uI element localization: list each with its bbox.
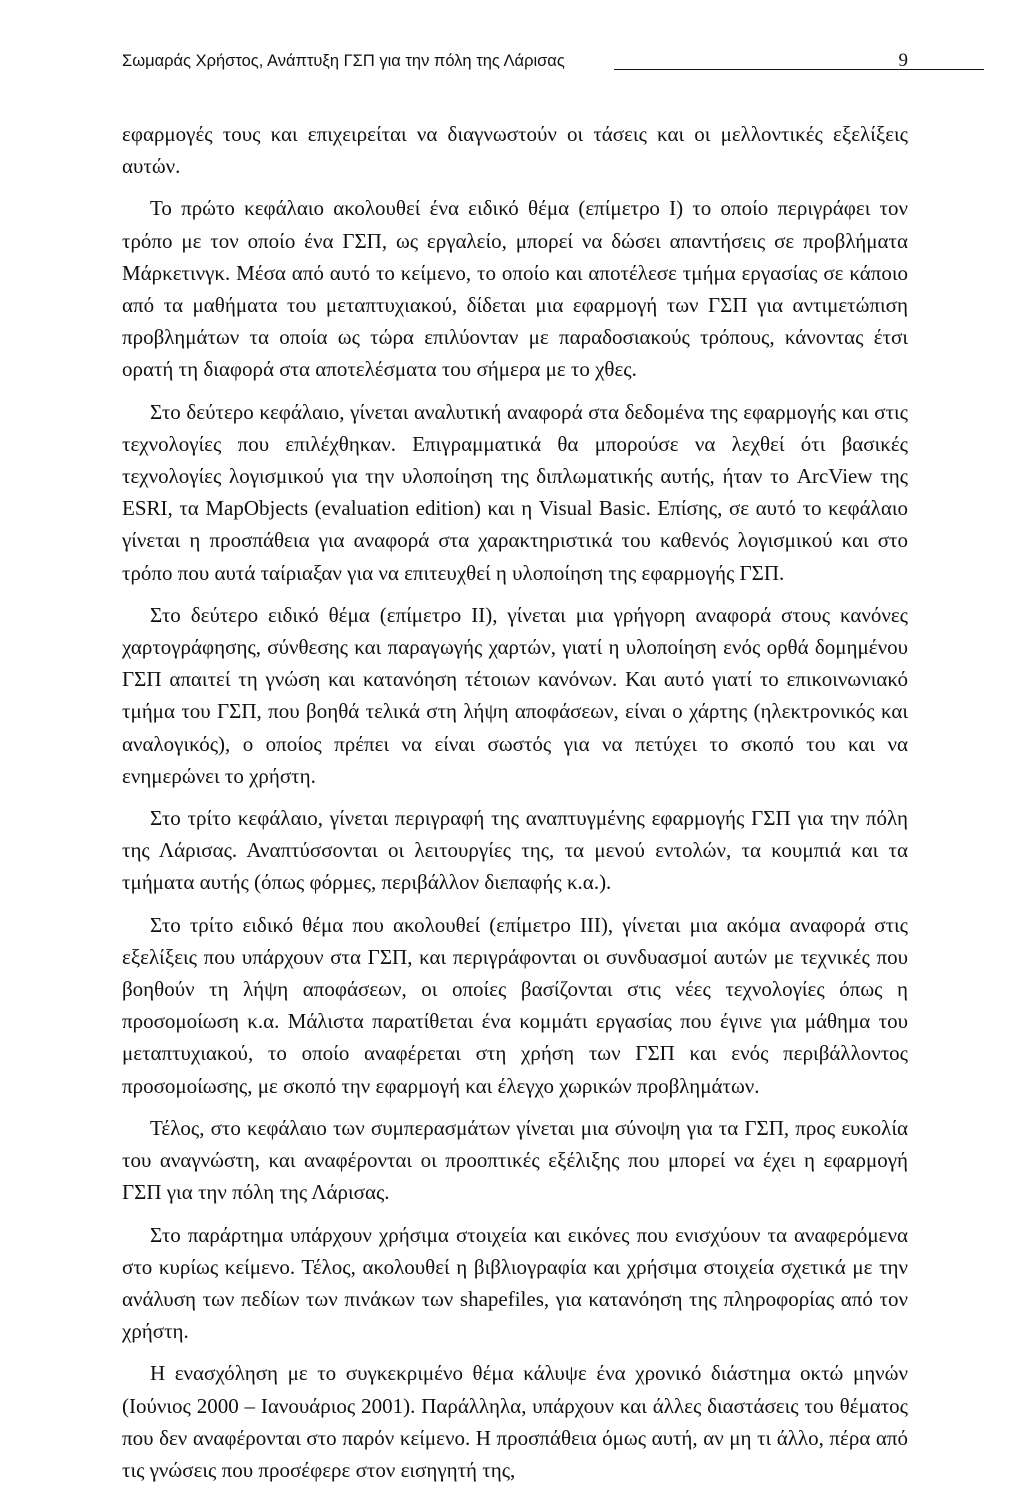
paragraph-continuation: εφαρμογές τους και επιχειρείται να διαγνωστούν οι τάσεις και οι μελλοντικές εξελίξεις αυτών. xyxy=(122,122,908,179)
paragraph-appendix-two: Στο δεύτερο ειδικό θέμα (επίμετρο ΙΙ), γίνεται μια γρήγορη αναφορά στους κανόνες χαρτογράφησης, σύνθεσης και παραγωγής χαρτών, γιατί η υλοποίηση ενός ορθά δομημένου ΓΣΠ απαιτεί τη γνώση και κατανόηση τέτοιων κανόνων. Και αυτό γιατί το επικοινωνιακό τμήμα του ΓΣΠ, που βοηθά τελικά στη λήψη αποφάσεων, είναι ο χάρτης (ηλεκτρονικός και αναλογικός), ο οποίος πρέπει να είναι σωστός για να πετύχει το σκοπό του και να ενημερώνει το χρήστη. xyxy=(122,602,908,788)
header-title: Σωμαράς Χρήστος, Ανάπτυξη ΓΣΠ για την πόλη της Λάρισας xyxy=(122,52,565,70)
paragraph-annex: Στο παράρτημα υπάρχουν χρήσιμα στοιχεία και εικόνες που ενισχύουν τα αναφερόμενα στο κυρίως κείμενο. Τέλος, ακολουθεί η βιβλιογραφία και χρήσιμα στοιχεία σχετικά με την ανάλυση των πεδίων των πινάκων των shapefiles, για κατανόηση της πληροφορίας από τον χρήστη. xyxy=(122,1222,908,1344)
paragraph-chapter-two: Στο δεύτερο κεφάλαιο, γίνεται αναλυτική αναφορά στα δεδομένα της εφαρμογής και στις τεχνολογίες που επιλέχθηκαν. Επιγραμματικά θα μπορούσε να λεχθεί ότι βασικές τεχνολογίες λογισμικού για την υλοποίηση της διπλωματικής αυτής, ήταν το ArcView της ESRI, τα MapObjects (evaluation edition) και η Visual Basic. Επίσης, σε αυτό το κεφάλαιο γίνεται η προσπάθεια για αναφορά στα χαρακτηριστικά του καθενός λογισμικού και στο τρόπο που αυτά ταίριαξαν για να επιτευχθεί η υλοποίηση της εφαρμογής ΓΣΠ. xyxy=(122,399,908,585)
running-header xyxy=(122,50,908,76)
paragraph-duration: Η ενασχόληση με το συγκεκριμένο θέμα κάλυψε ένα χρονικό διάστημα οκτώ μηνών (Ιούνιος 2000 – Ιανουάριος 2001). Παράλληλα, υπάρχουν και άλλες διαστάσεις του θέματος που δεν αναφέρονται στο παρόν κείμενο. Η προσπάθεια όμως αυτή, αν μη τι άλλο, πέρα από τις γνώσεις που προσέφερε στον εισηγητή της, xyxy=(122,1361,908,1482)
paragraph-chapter-one: Το πρώτο κεφάλαιο ακολουθεί ένα ειδικό θέμα (επίμετρο Ι) το οποίο περιγράφει τον τρόπο με τον οποίο ένα ΓΣΠ, ως εργαλείο, μπορεί να δώσει απαντήσεις σε προβλήματα Μάρκετινγκ. Μέσα από αυτό το κείμενο, το οποίο και αποτέλεσε τμήμα εργασίας σε κάποιο από τα μαθήματα του μεταπτυχιακού, δίδεται μια εφαρμογή των ΓΣΠ για αντιμετώπιση προβλημάτων τα οποία ως τώρα επιλύονταν με παραδοσιακούς τρόπους, κάνοντας έτσι ορατή τη διαφορά στα αποτελέσματα του σήμερα με το χθες. xyxy=(122,196,908,382)
paragraph-conclusions: Τέλος, στο κεφάλαιο των συμπερασμάτων γίνεται μια σύνοψη για τα ΓΣΠ, προς ευκολία του αναγνώστη, και αναφέρονται οι προοπτικές εξέλιξης που μπορεί να έχει η εφαρμογή ΓΣΠ για την πόλη της Λάρισας. xyxy=(122,1115,908,1205)
body-text xyxy=(122,118,908,1496)
page-number: 9 xyxy=(898,50,908,71)
paragraph-chapter-three: Στο τρίτο κεφάλαιο, γίνεται περιγραφή της αναπτυγμένης εφαρμογής ΓΣΠ για την πόλη της Λάρισας. Αναπτύσσονται οι λειτουργίες της, τα μενού εντολών, τα κουμπιά και τα τμήματα αυτής (όπως φόρμες, περιβάλλον διεπαφής κ.α.). xyxy=(122,806,908,895)
paragraph-appendix-three: Στο τρίτο ειδικό θέμα που ακολουθεί (επίμετρο ΙΙΙ), γίνεται μια ακόμα αναφορά στις εξελίξεις που υπάρχουν στα ΓΣΠ, και περιγράφονται οι συνδυασμοί αυτών με τεχνικές που βοηθούν τη λήψη αποφάσεων, οι οποίες βασίζονται στις νέες τεχνολογίες όπως η προσομοίωση κ.α. Μάλιστα παρατίθεται ένα κομμάτι εργασίας που έγινε για μάθημα του μεταπτυχιακού, το οποίο αναφέρεται στη χρήση των ΓΣΠ και ενός περιβάλλοντος προσομοίωσης, με σκοπό την εφαρμογή και έλεγχο χωρικών προβλημάτων. xyxy=(122,912,908,1098)
header-rule xyxy=(614,69,984,70)
